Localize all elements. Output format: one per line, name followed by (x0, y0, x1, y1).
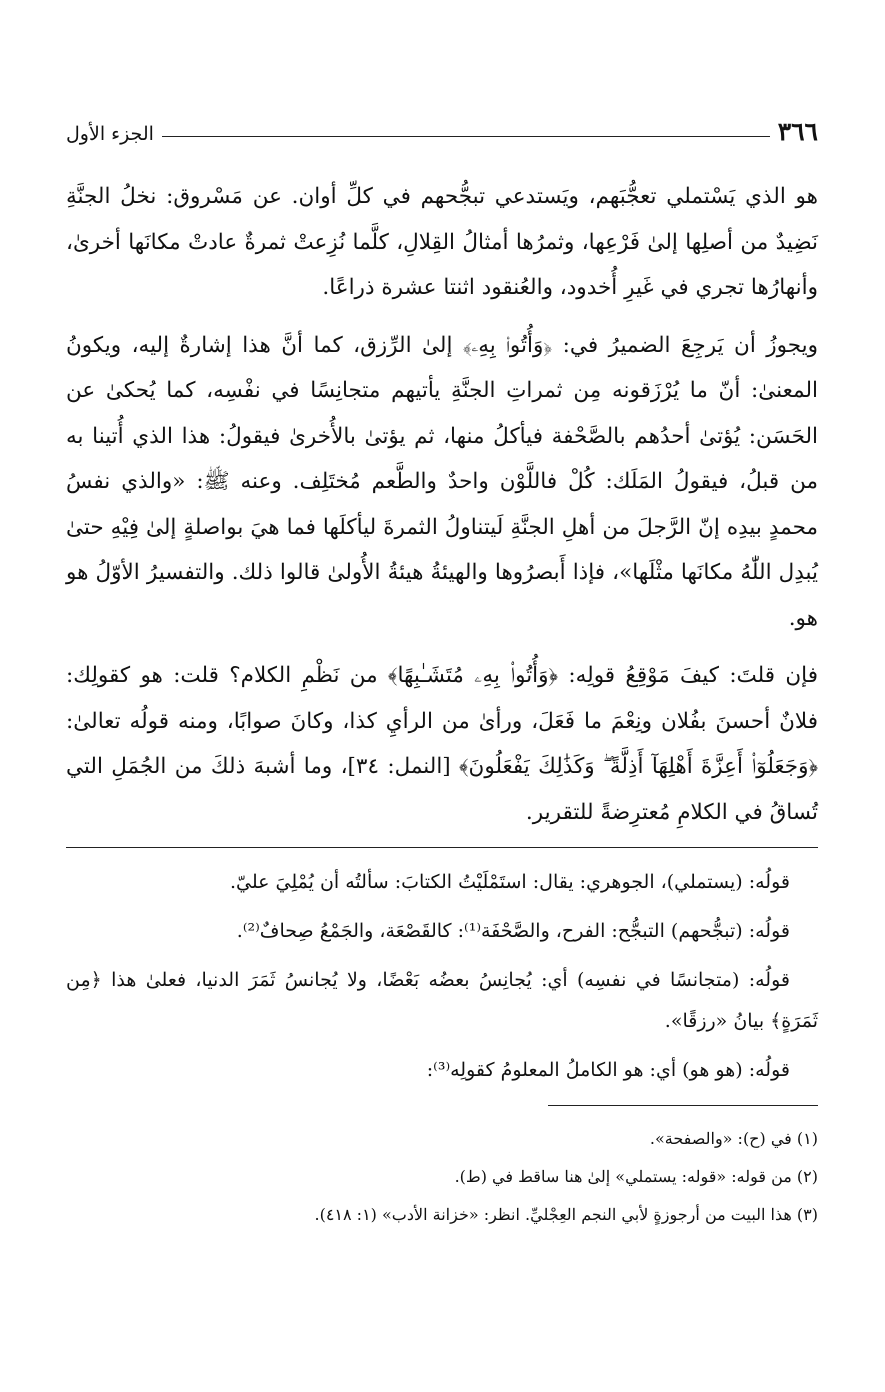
page-number: ٣٦٦ (777, 117, 818, 146)
footnote-1: (١) في (ح): «والصفحة». (649, 1129, 818, 1148)
note-paragraph-1: قولُه: (يستملي)، الجوهري: يقال: استَمْلَيْتُ الكتابَ: سألتُه أن يُمْلِيَ عليّ. (229, 871, 790, 893)
footnote-3: (٣) هذا البيت من أرجوزةٍ لأبي النجم العِجْليِّ. انظر: «خزانة الأدب» (١: ٤١٨). (314, 1205, 818, 1224)
book-page (66, 108, 818, 1234)
header-rule (162, 136, 770, 137)
note-paragraph-4: قولُه: (هو هو) أي: هو الكاملُ المعلومُ كقولِه⁽³⁾: (426, 1059, 790, 1081)
footnote-divider (548, 1105, 818, 1106)
footnotes (66, 1120, 818, 1234)
note-paragraph-3: قولُه: (متجانسًا في نفسِه) أي: يُجانِسُ بعضُه بَعْضًا، ولا يُجانسُ ثَمَرَ الدنيا، فعلىٰ هذا ﴿مِن ثَمَرَةٍ﴾ بيانُ «رزقًا». (66, 969, 818, 1032)
volume-title: الجزء الأول (66, 123, 154, 145)
main-paragraph-2: ويجوزُ أن يَرجِعَ الضميرُ في: ﴿وَأُتُوا۟ بِهِۦ﴾ إلىٰ الرِّزق، كما أنَّ هذا إشارةٌ إليه، ويكونُ المعنىٰ: أنّ ما يُرْزَقونه مِن ثمراتِ الجنَّةِ يأتيهم متجانِسًا في نفْسِه، كما يُحكىٰ عن الحَسَن: يُؤتىٰ أحدُهم بالصَّحْفة فيأكلُ منها، ثم يؤتىٰ بالأُخرىٰ فيقولُ: هذا الذي أُتينا به من قبلُ، فيقولُ المَلَك: كُلْ فاللَّوْن واحدٌ والطَّعم مُختَلِف. وعنه ﷺ: «والذي نفسُ محمدٍ بيدِه إنّ الرَّجلَ من أهلِ الجنَّةِ لَيتناولُ الثمرةَ ليأكلَها فما هيَ بواصلةٍ إلىٰ فِيْهِ حتىٰ يُبدِل اللّٰهُ مكانَها مثْلَها»، فإذا أَبصرُوها والهيئةُ هيئةُ الأُولىٰ قالوا ذلك. والتفسيرُ الأوّلُ هو هو. (66, 332, 818, 631)
commentary-divider (66, 847, 818, 848)
running-header (66, 108, 818, 144)
note-paragraph-2: قولُه: (تبجُّحهم) التبجُّح: الفرح، والصَّحْفَة⁽¹⁾: كالقَصْعَة، والجَمْعُ صِحافٌ⁽²⁾. (236, 920, 790, 942)
main-paragraph-1: هو الذي يَسْتملي تعجُّبَهم، ويَستدعي تبجُّحهم في كلِّ أوان. عن مَسْروق: نخلُ الجنَّةِ نَضِيدٌ من أصلِها إلىٰ فَرْعِها، وثمرُها أمثالُ القِلالِ، كلَّما نُزِعتْ ثمرةٌ عادتْ مكانَها أخرىٰ، وأنهارُها تجري في غَيرِ أُخدود، والعُنقود اثنتا عشرة ذراعًا. (66, 184, 818, 300)
main-paragraph-3: فإن قلتَ: كيفَ مَوْقِعُ قولِه: ﴿وَأُتُوا۟ بِهِۦ مُتَشَـٰبِهًا﴾ من نَظْمِ الكلام؟ قلت: هو كقولِك: فلانٌ أحسنَ بفُلان ونِعْمَ ما فَعَلَ، ورأىٰ من الرأيِ كذا، وكانَ صوابًا، ومنه قولُه تعالىٰ: ﴿وَجَعَلُوٓا۟ أَعِزَّةَ أَهْلِهَآ أَذِلَّةً ۖ وَكَذَٰلِكَ يَفْعَلُونَ﴾ [النمل: ٣٤]، وما أشبهَ ذلكَ من الجُمَلِ التي تُساقُ في الكلامِ مُعترِضةً للتقرير. (66, 663, 819, 825)
footnote-2: (٢) من قوله: «قوله: يستملي» إلىٰ هنا ساقط في (ط). (454, 1167, 818, 1186)
main-text (66, 174, 818, 835)
commentary-notes (66, 862, 818, 1091)
